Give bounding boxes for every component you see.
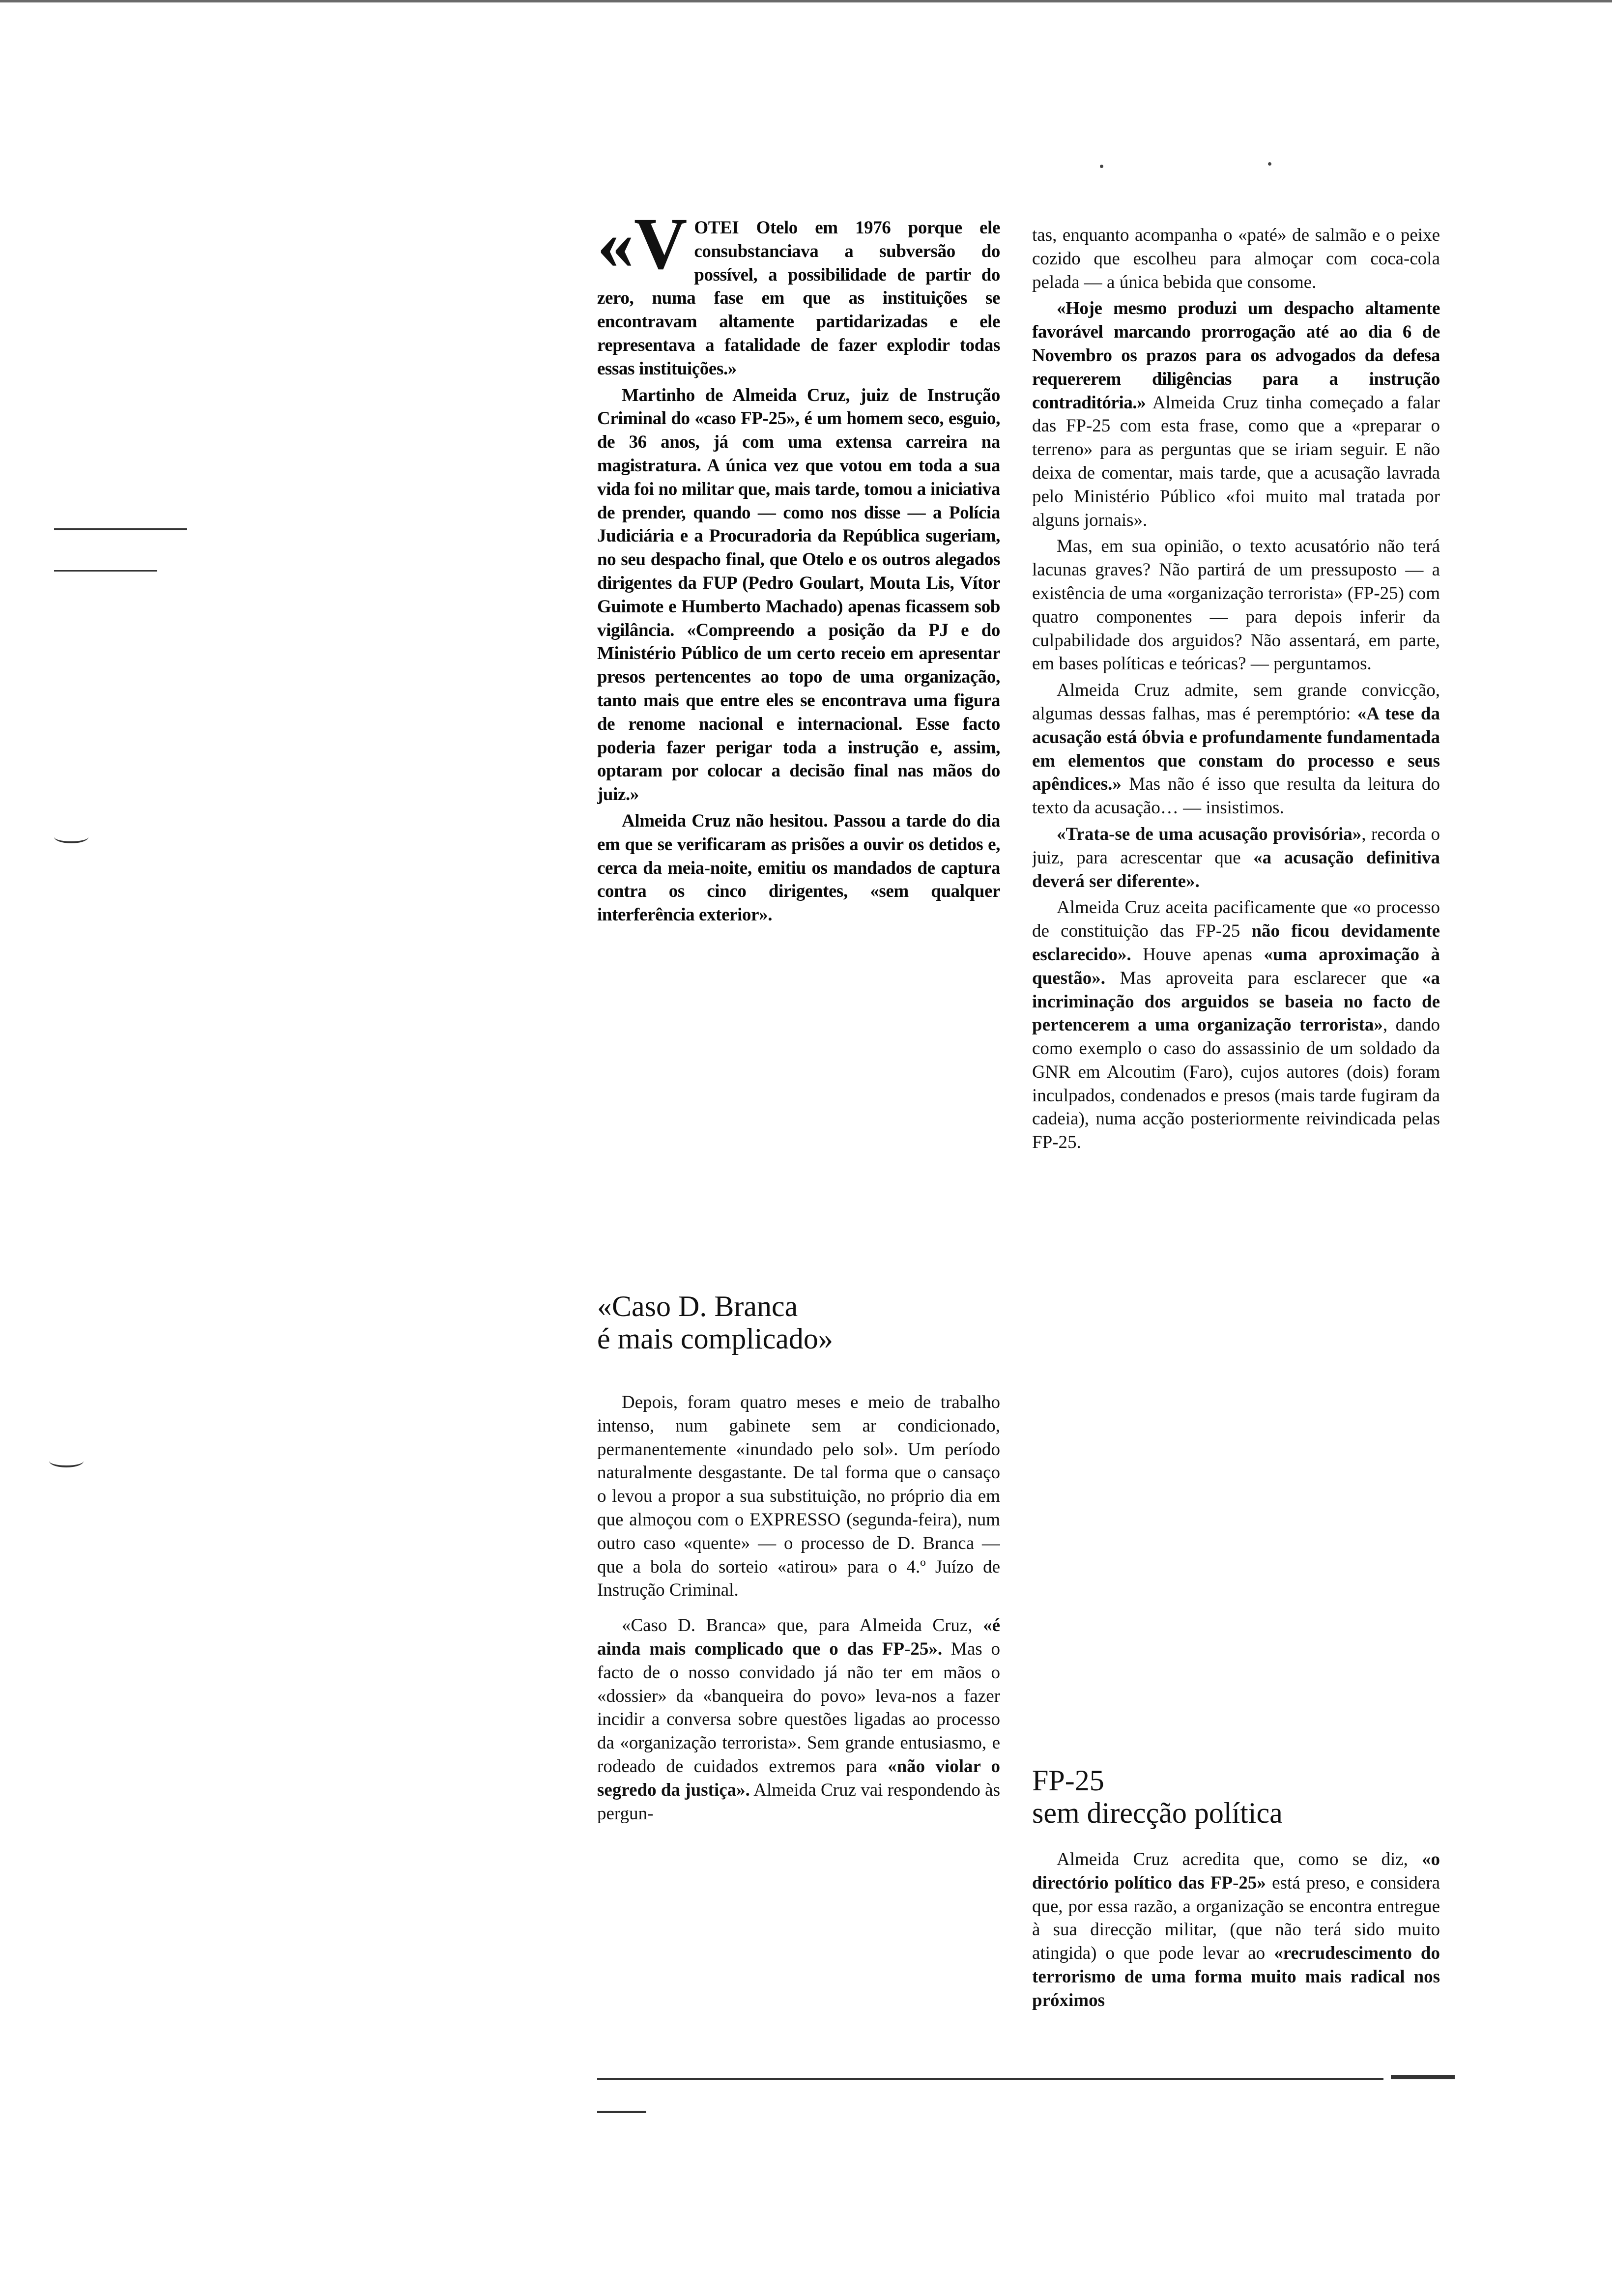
article-text: Mas, em sua opinião, o texto acusatório não terá lacunas graves? Não partirá de um pressuposto — a existência de uma «organização terrorista» (FP-25) com quatro componentes — para depois inferir da culpabilidade dos arguidos? Não assentará, em parte, em bases políticas e teóricas? — perguntamos. — [1032, 536, 1440, 674]
article-column-1 — [597, 216, 1000, 1263]
section-headline — [1032, 1764, 1440, 1829]
article-text: Almeida Cruz vai respondendo às pergun- — [597, 1779, 1000, 1824]
article-text: Almeida Cruz aceita pacificamente que «o processo de constituição das FP-25 — [1032, 897, 1440, 942]
article-text: Almeida Cruz tinha começado a falar das FP-25 com esta frase, como que a «preparar o terreno» para as perguntas que se iriam seguir. E não deixa de comentar, mais tarde, que a acusação lavrada pelo Ministério Público «foi muito mal tratada por alguns jornais». — [1032, 392, 1440, 530]
article-emphasis: «Hoje mesmo produzi um despacho altamente favorável marcando prorrogação até ao dia 6 de Novembro os prazos para os advogados da defesa requererem diligências para a instrução contraditória.» — [1032, 298, 1440, 413]
article-text: Mas o facto de o nosso convidado já não ter em mãos o «dossier» da «banqueira do povo» leva-nos a fazer incidir a conversa sobre questões ligadas ao processo da «organização terrorista». Sem grande entusiasmo, e rodeado de cuidados extremos para — [597, 1638, 1000, 1777]
article-paragraph — [597, 809, 1000, 927]
article-text: Depois, foram quatro meses e meio de trabalho intenso, num gabinete sem ar condicionado, permanentemente «inundado pelo sol». Um período naturalmente desgastante. De tal forma que o cansaço o levou a propor a sua substituição, no próprio dia em que almoçou com o EXPRESSO (segunda-feira), num outro caso «quente» — o processo de D. Branca — que a bola do sorteio «atirou» para o 4.º Juízo de Instrução Criminal. — [597, 1392, 1000, 1601]
article-emphasis: «a incriminação dos arguidos se baseia no facto de pertencerem a uma organização terrorista» — [1032, 968, 1440, 1035]
article-text: «Caso D. Branca» que, para Almeida Cruz, — [622, 1615, 983, 1636]
article-text: Houve apenas — [1131, 944, 1264, 965]
article-emphasis: não ficou devidamente esclarecido». — [1032, 921, 1440, 965]
drop-cap: «V — [597, 216, 688, 285]
article-text: Mas não é isso que resulta da leitura do texto da acusação… — insistimos. — [1032, 774, 1440, 818]
article-text: , recorda o juiz, para acrescentar que — [1032, 824, 1440, 868]
section-headline — [597, 1290, 1000, 1355]
article-column-1-lower — [597, 1391, 1000, 2015]
article-emphasis: «a acusação definitiva deverá ser diferente». — [1032, 847, 1440, 891]
article-emphasis: «uma aproximação à questão». — [1032, 944, 1440, 988]
headline-line: FP-25 — [1032, 1764, 1104, 1797]
article-column-2-lower — [1032, 1848, 1440, 2015]
clipping-stub-rule — [597, 2111, 646, 2113]
article-emphasis: «não violar o segredo da justiça». — [597, 1756, 1000, 1800]
article-text: Almeida Cruz não hesitou. Passou a tarde do dia em que se verificaram as prisões a ouvir os detidos e, cerca da meia-noite, emitiu os mandados de captura contra os cinco dirigentes, «sem qualquer interferência exterior». — [597, 810, 1000, 925]
article-paragraph — [597, 1614, 1000, 1825]
article-text: Mas aproveita para esclarecer que — [1105, 968, 1422, 988]
margin-mark — [54, 570, 157, 572]
speck — [1268, 162, 1271, 166]
article-column-2 — [1032, 224, 1440, 1295]
article-paragraph — [1032, 823, 1440, 893]
article-text: Martinho de Almeida Cruz, juiz de Instrução Criminal do «caso FP-25», é um homem seco, esguio, de 36 anos, já com uma extensa carreira na magistratura. A única vez que votou em toda a sua vida foi no militar que, mais tarde, tomou a iniciativa de prender, quando — como nos disse — a Polícia Judiciária e a Procuradoria da República sugeriam, no seu despacho final, que Otelo e os outros alegados dirigentes da FUP (Pedro Goulart, Mouta Lis, Vítor Guimote e Humberto Machado) apenas ficassem sob vigilância. «Compreendo a posição da PJ e do Ministério Público de um certo receio em apresentar presos pertencentes ao topo de uma organização, tanto mais que entre eles se encontrava uma figura de renome nacional e internacional. Esse facto poderia fazer perigar toda a instrução e, assim, optaram por colocar a decisão final nas mãos do juiz.» — [597, 385, 1000, 805]
article-text: tas, enquanto acompanha o «paté» de salmão e o peixe cozido que escolheu para almoçar com coca-cola pelada — a única bebida que consome. — [1032, 225, 1440, 292]
speck — [1100, 165, 1103, 168]
article-emphasis: «recrudescimento do terrorismo de uma forma muito mais radical nos próximos — [1032, 1943, 1440, 2010]
article-emphasis: «é ainda mais complicado que o das FP-25». — [597, 1615, 1000, 1659]
clipping-bottom-rule — [597, 2078, 1383, 2080]
article-paragraph — [597, 1391, 1000, 1602]
article-emphasis: «A tese da acusação está óbvia e profundamente fundamentada em elementos que constam do processo e seus apêndices.» — [1032, 703, 1440, 795]
article-emphasis: «o directório político das FP-25» — [1032, 1849, 1440, 1893]
headline-line: «Caso D. Branca — [597, 1290, 798, 1322]
article-paragraph — [1032, 1848, 1440, 2012]
margin-mark — [54, 831, 88, 843]
headline-line: é mais complicado» — [597, 1322, 833, 1355]
clipping-bottom-rule-accent — [1391, 2075, 1455, 2079]
article-paragraph — [1032, 535, 1440, 676]
article-paragraph — [597, 216, 1000, 381]
article-text: Almeida Cruz admite, sem grande convicção, algumas dessas falhas, mas é peremptório: — [1032, 680, 1440, 724]
article-text: , dando como exemplo o caso do assassinio de um soldado da GNR em Alcoutim (Faro), cujos autores (dois) foram inculpados, condenados e presos (mais tarde fugiram da cadeia), numa acção posteriormente reivindicada pelas FP-25. — [1032, 1015, 1440, 1153]
article-paragraph — [1032, 297, 1440, 532]
article-paragraph — [1032, 679, 1440, 820]
article-paragraph — [1032, 224, 1440, 294]
article-text: está preso, e considera que, por essa razão, a organização se encontra entregue à sua direcção militar, (que não terá sido muito atingida) o que pode levar ao — [1032, 1872, 1440, 1964]
margin-mark — [54, 528, 187, 530]
headline-line: sem direcção política — [1032, 1797, 1283, 1829]
margin-mark — [49, 1455, 84, 1467]
page-top-rule — [0, 0, 1612, 2]
article-emphasis: «Trata-se de uma acusação provisória» — [1057, 824, 1362, 844]
article-text: Almeida Cruz acredita que, como se diz, — [1057, 1849, 1422, 1869]
article-paragraph — [1032, 896, 1440, 1154]
article-paragraph — [597, 384, 1000, 806]
article-text: OTEI Otelo em 1976 porque ele consubstanciava a subversão do possível, a possibilidade de partir do zero, numa fase em que as instituições se encontravam altamente partidarizadas e ele representava a fatalidade de fazer explodir todas essas instituições.» — [597, 218, 1000, 379]
